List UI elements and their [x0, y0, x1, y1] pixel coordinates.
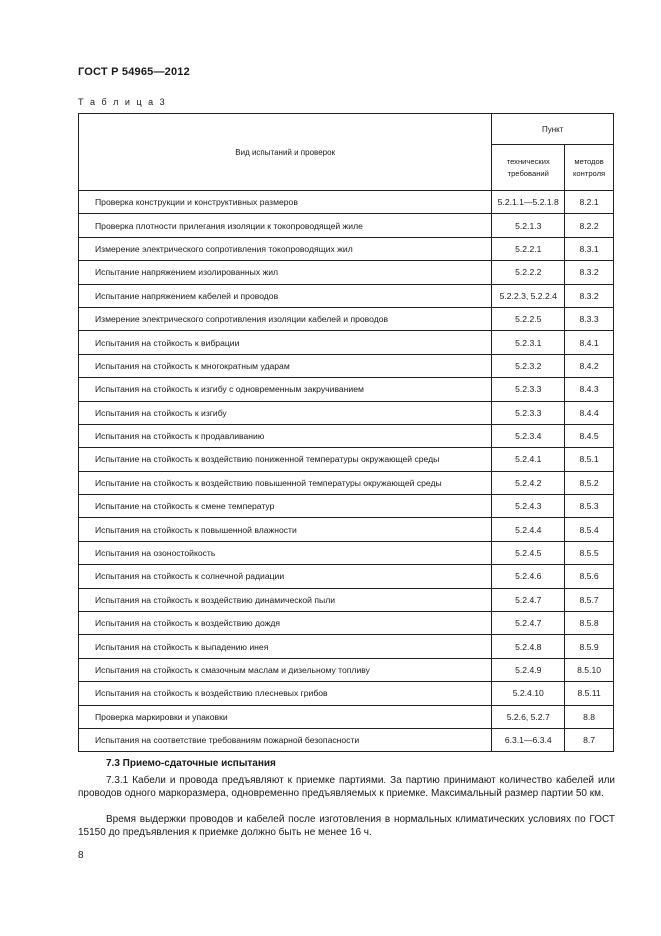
requirement-clause-cell: 5.2.4.7 — [492, 612, 565, 635]
requirement-clause-cell: 5.2.4.3 — [492, 495, 565, 518]
method-clause-cell: 8.5.11 — [565, 682, 614, 705]
test-name-cell: Измерение электрического сопротивления изоляции кабелей и проводов — [79, 307, 492, 330]
method-clause-cell: 8.2.1 — [565, 191, 614, 214]
test-name-cell: Испытания на стойкость к продавливанию — [79, 424, 492, 447]
requirement-clause-cell: 5.2.3.4 — [492, 424, 565, 447]
requirement-clause-cell: 5.2.1.1—5.2.1.8 — [492, 191, 565, 214]
test-name-cell: Испытания на озоностойкость — [79, 541, 492, 564]
method-clause-cell: 8.5.2 — [565, 471, 614, 494]
method-clause-cell: 8.5.9 — [565, 635, 614, 658]
table-row — [79, 331, 614, 354]
table-row — [79, 354, 614, 377]
requirement-clause-cell: 5.2.4.2 — [492, 471, 565, 494]
requirement-clause-cell: 6.3.1—6.3.4 — [492, 728, 565, 751]
method-clause-cell: 8.2.2 — [565, 214, 614, 237]
requirement-clause-cell: 5.2.6, 5.2.7 — [492, 705, 565, 728]
table-row — [79, 588, 614, 611]
test-name-cell: Испытания на стойкость к смазочным маслам и дизельному топливу — [79, 658, 492, 681]
requirement-clause-cell: 5.2.4.8 — [492, 635, 565, 658]
column-header-punkt: Пункт — [492, 114, 614, 145]
table-row — [79, 307, 614, 330]
requirement-clause-cell: 5.2.3.1 — [492, 331, 565, 354]
table-row — [79, 495, 614, 518]
table-row — [79, 682, 614, 705]
tests-table — [78, 113, 614, 752]
column-header-methods: методов контроля — [565, 145, 614, 191]
table-row — [79, 214, 614, 237]
table-row — [79, 658, 614, 681]
test-name-cell: Проверка конструкции и конструктивных размеров — [79, 191, 492, 214]
section-title: 7.3 Приемо-сдаточные испытания — [106, 758, 276, 769]
page-number: 8 — [78, 850, 84, 861]
method-clause-cell: 8.5.10 — [565, 658, 614, 681]
method-clause-cell: 8.3.2 — [565, 284, 614, 307]
test-name-cell: Испытания на соответствие требованиям пожарной безопасности — [79, 728, 492, 751]
requirement-clause-cell: 5.2.2.2 — [492, 261, 565, 284]
method-clause-cell: 8.5.1 — [565, 448, 614, 471]
table-row — [79, 612, 614, 635]
table-row — [79, 635, 614, 658]
method-clause-cell: 8.5.3 — [565, 495, 614, 518]
requirement-clause-cell: 5.2.3.3 — [492, 378, 565, 401]
table-body — [79, 191, 614, 752]
requirement-clause-cell: 5.2.4.9 — [492, 658, 565, 681]
method-clause-cell: 8.5.4 — [565, 518, 614, 541]
table-row — [79, 401, 614, 424]
method-clause-cell: 8.4.4 — [565, 401, 614, 424]
column-header-test: Вид испытаний и проверок — [79, 114, 492, 191]
test-name-cell: Испытания на стойкость к вибрации — [79, 331, 492, 354]
column-header-requirements: технических требований — [492, 145, 565, 191]
test-name-cell: Испытания на стойкость к многократным ударам — [79, 354, 492, 377]
test-name-cell: Испытания на стойкость к повышенной влажности — [79, 518, 492, 541]
method-clause-cell: 8.7 — [565, 728, 614, 751]
table-row — [79, 237, 614, 260]
requirement-clause-cell: 5.2.4.1 — [492, 448, 565, 471]
test-name-cell: Испытания на стойкость к изгибу — [79, 401, 492, 424]
table-row — [79, 518, 614, 541]
method-clause-cell: 8.5.8 — [565, 612, 614, 635]
test-name-cell: Измерение электрического сопротивления токопроводящих жил — [79, 237, 492, 260]
paragraph-holding-time: Время выдержки проводов и кабелей после изготовления в нормальных климатических условиях по ГОСТ 15150 до предъявления к приемке должно быть не менее 16 ч. — [78, 814, 615, 838]
table-row — [79, 565, 614, 588]
requirement-clause-cell: 5.2.2.3, 5.2.2.4 — [492, 284, 565, 307]
requirement-clause-cell: 5.2.4.7 — [492, 588, 565, 611]
table-caption: Т а б л и ц а 3 — [78, 97, 167, 107]
table-row — [79, 705, 614, 728]
method-clause-cell: 8.5.5 — [565, 541, 614, 564]
requirement-clause-cell: 5.2.3.3 — [492, 401, 565, 424]
method-clause-cell: 8.3.3 — [565, 307, 614, 330]
test-name-cell: Испытание на стойкость к смене температур — [79, 495, 492, 518]
table-row — [79, 471, 614, 494]
table-row — [79, 191, 614, 214]
method-clause-cell: 8.4.3 — [565, 378, 614, 401]
requirement-clause-cell: 5.2.2.1 — [492, 237, 565, 260]
method-clause-cell: 8.4.2 — [565, 354, 614, 377]
test-name-cell: Испытание на стойкость к воздействию пониженной температуры окружающей среды — [79, 448, 492, 471]
method-clause-cell: 8.3.2 — [565, 261, 614, 284]
requirement-clause-cell: 5.2.4.5 — [492, 541, 565, 564]
table-row — [79, 448, 614, 471]
test-name-cell: Проверка маркировки и упаковки — [79, 705, 492, 728]
requirement-clause-cell: 5.2.4.6 — [492, 565, 565, 588]
test-name-cell: Испытание напряжением кабелей и проводов — [79, 284, 492, 307]
document-title: ГОСТ Р 54965—2012 — [78, 66, 190, 78]
method-clause-cell: 8.4.5 — [565, 424, 614, 447]
method-clause-cell: 8.5.7 — [565, 588, 614, 611]
test-name-cell: Испытания на стойкость к солнечной радиации — [79, 565, 492, 588]
requirement-clause-cell: 5.2.4.4 — [492, 518, 565, 541]
table-row — [79, 378, 614, 401]
requirement-clause-cell: 5.2.1.3 — [492, 214, 565, 237]
method-clause-cell: 8.3.1 — [565, 237, 614, 260]
table-row — [79, 424, 614, 447]
requirement-clause-cell: 5.2.4.10 — [492, 682, 565, 705]
test-name-cell: Испытания на стойкость к изгибу с одновременным закручиванием — [79, 378, 492, 401]
table-row — [79, 284, 614, 307]
table-row — [79, 261, 614, 284]
paragraph-7-3-1: 7.3.1 Кабели и провода предъявляют к приемке партиями. За партию принимают количество кабелей или проводов одного маркоразмера, одновременно предъявляемых к приемке. Максимальный размер партии 50 км. — [78, 775, 615, 799]
test-name-cell: Испытание напряжением изолированных жил — [79, 261, 492, 284]
test-name-cell: Испытание на стойкость к воздействию повышенной температуры окружающей среды — [79, 471, 492, 494]
test-name-cell: Испытания на стойкость к воздействию динамической пыли — [79, 588, 492, 611]
table-row — [79, 728, 614, 751]
table-row — [79, 541, 614, 564]
test-name-cell: Проверка плотности прилегания изоляции к токопроводящей жиле — [79, 214, 492, 237]
method-clause-cell: 8.5.6 — [565, 565, 614, 588]
test-name-cell: Испытания на стойкость к выпадению инея — [79, 635, 492, 658]
method-clause-cell: 8.4.1 — [565, 331, 614, 354]
test-name-cell: Испытания на стойкость к воздействию плесневых грибов — [79, 682, 492, 705]
requirement-clause-cell: 5.2.2.5 — [492, 307, 565, 330]
method-clause-cell: 8.8 — [565, 705, 614, 728]
test-name-cell: Испытания на стойкость к воздействию дождя — [79, 612, 492, 635]
requirement-clause-cell: 5.2.3.2 — [492, 354, 565, 377]
